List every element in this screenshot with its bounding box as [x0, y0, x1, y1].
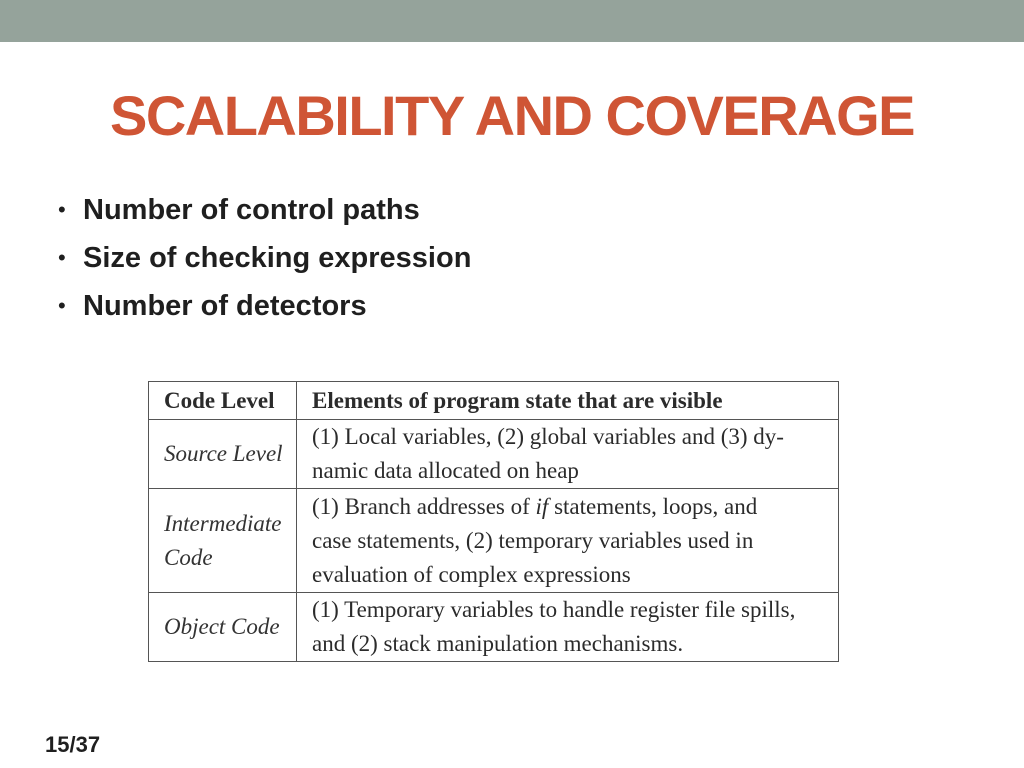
bullet-item — [58, 186, 471, 234]
code-level-cell: Object Code — [149, 593, 297, 662]
code-level-cell — [149, 489, 297, 593]
program-state-table — [148, 381, 839, 662]
bullet-dot-icon: • — [58, 197, 66, 222]
top-band — [0, 0, 1024, 42]
elements-line: (1) Temporary variables to handle register file spills, — [312, 597, 796, 622]
elements-text: statements, loops, and — [548, 493, 758, 519]
elements-line — [312, 490, 830, 524]
slide-title: SCALABILITY AND COVERAGE — [109, 84, 915, 147]
elements-line: evaluation of complex expressions — [312, 561, 631, 587]
bullet-text: Size of checking expression — [83, 242, 472, 274]
bullet-text: Number of detectors — [83, 290, 367, 322]
code-level-cell: Source Level — [149, 420, 297, 489]
page-number: 15/37 — [45, 732, 101, 757]
table-row — [149, 593, 839, 662]
elements-cell — [297, 489, 839, 593]
code-level-line: Intermediate — [164, 510, 282, 536]
code-level-line: Code — [164, 544, 213, 570]
elements-italic-text: if — [535, 493, 549, 519]
elements-cell — [297, 420, 839, 489]
header-code-level: Code Level — [149, 382, 297, 420]
bullet-dot-icon: • — [58, 245, 66, 270]
elements-cell — [297, 593, 839, 662]
elements-line: and (2) stack manipulation mechanisms. — [312, 631, 684, 656]
table-header-row — [149, 382, 839, 420]
elements-line: case statements, (2) temporary variables used in — [312, 527, 754, 553]
table-row — [149, 489, 839, 593]
table-row — [149, 420, 839, 489]
elements-text: (1) Branch addresses of — [312, 493, 536, 519]
header-elements: Elements of program state that are visible — [297, 382, 839, 420]
elements-line: namic data allocated on heap — [312, 458, 579, 483]
bullet-item — [58, 234, 471, 282]
bullet-text: Number of control paths — [83, 194, 420, 226]
elements-line: (1) Local variables, (2) global variables and (3) dy- — [312, 424, 784, 449]
bullet-item — [58, 282, 471, 330]
bullet-dot-icon: • — [58, 293, 66, 318]
bullet-list — [58, 186, 471, 330]
